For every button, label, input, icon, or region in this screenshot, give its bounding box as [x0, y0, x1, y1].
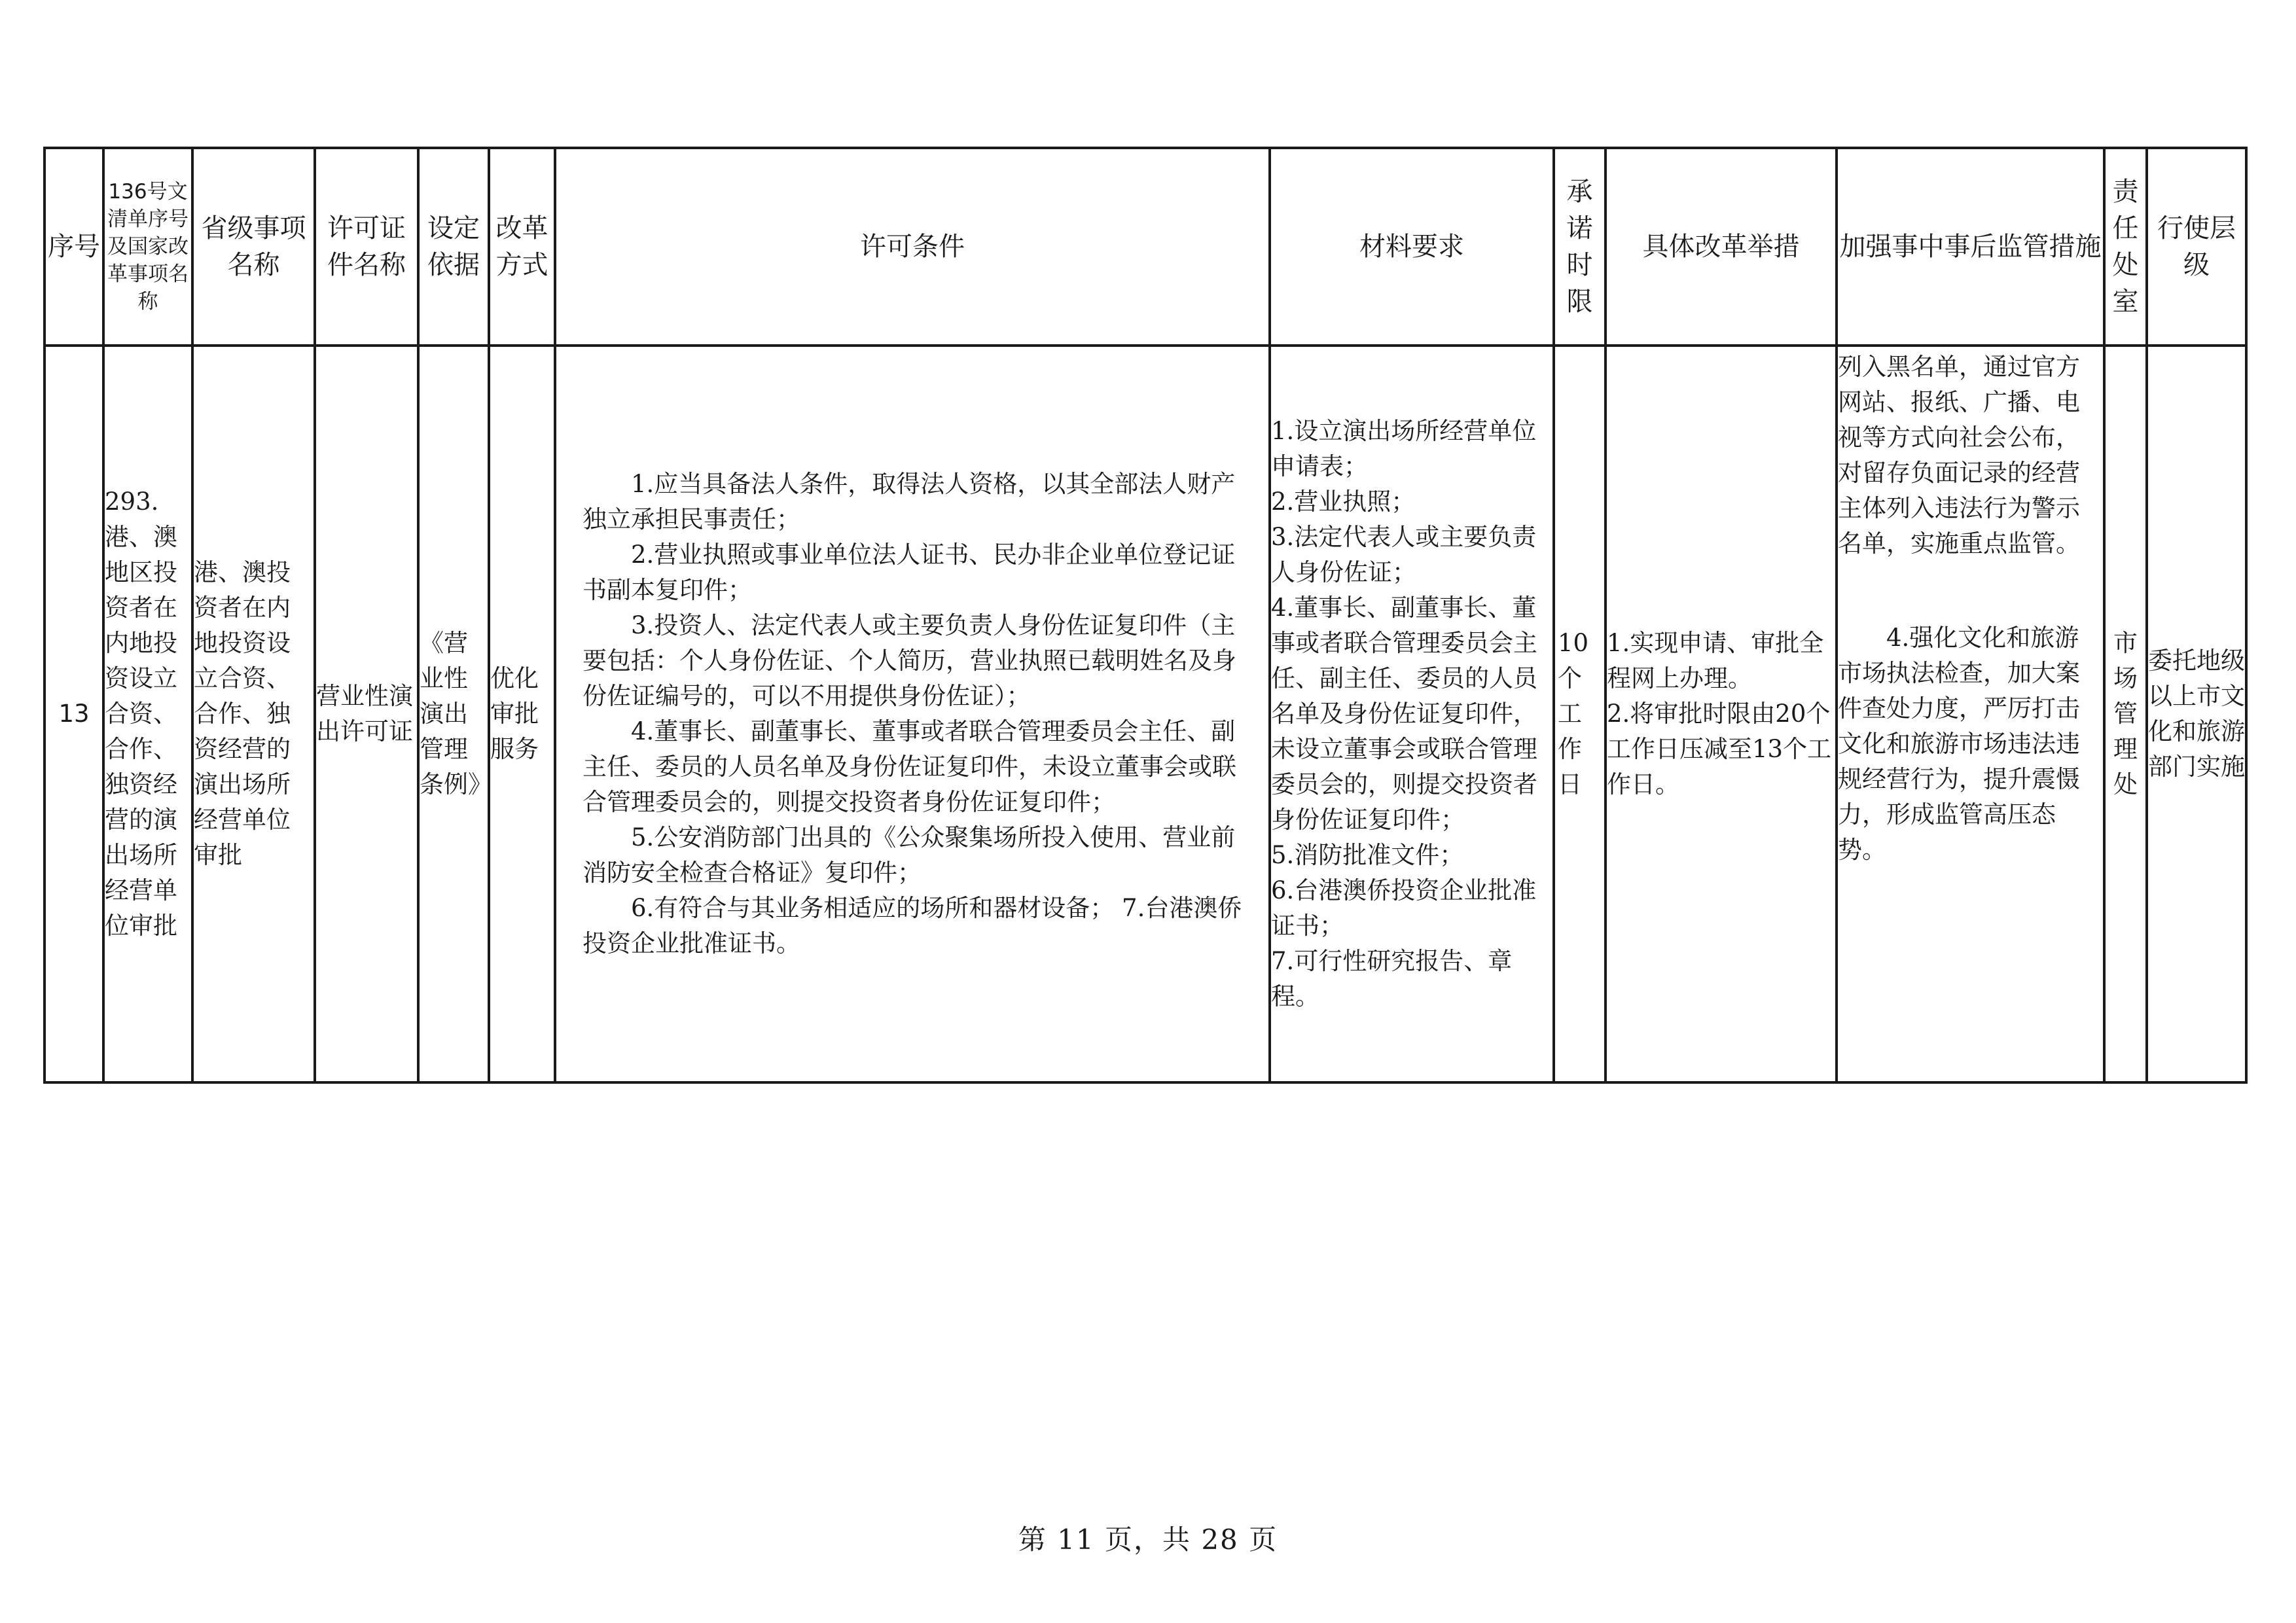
cell-basis: 《营业性演出管理条例》 — [418, 346, 489, 1082]
cell-level: 委托地级以上市文化和旅游部门实施 — [2147, 346, 2246, 1082]
measure-line: 2.将审批时限由20个工作日压减至13个工作日。 — [1607, 700, 1832, 798]
header-dept: 责任处室 — [2104, 148, 2147, 346]
table-row — [45, 346, 2246, 1082]
cell-license-name: 营业性演出许可证 — [315, 346, 418, 1082]
cell-measures — [1605, 346, 1837, 1082]
cell-conditions — [555, 346, 1270, 1082]
condition-line: 5.公安消防部门出具的《公众聚集场所投入使用、营业前消防安全检查合格证》复印件； — [583, 823, 1236, 887]
cell-supervision — [1837, 346, 2104, 1082]
cell-provincial-item: 港、澳投资者在内地投资设立合资、合作、独资经营的演出场所经营单位审批 — [192, 346, 315, 1082]
material-line: 2.营业执照； — [1271, 488, 1416, 516]
material-line: 4.董事长、副董事长、董事或者联合管理委员会主任、副主任、委员的人员名单及身份佐证复印件，未设立董事会或联合管理委员会的，则提交投资者身份佐证复印件； — [1271, 594, 1537, 834]
condition-line: 3.投资人、法定代表人或主要负责人身份佐证复印件（主要包括：个人身份佐证、个人简历，营业执照已载明姓名及身份佐证编号的，可以不用提供身份佐证）； — [583, 611, 1236, 710]
cell-reform-mode: 优化审批服务 — [489, 346, 555, 1082]
header-list-no: 136号文清单序号及国家改革事项名称 — [103, 148, 192, 346]
header-level: 行使层级 — [2147, 148, 2246, 346]
condition-line: 2.营业执照或事业单位法人证书、民办非企业单位登记证书副本复印件； — [583, 541, 1236, 604]
condition-line: 1.应当具备法人条件，取得法人资格，以其全部法人财产独立承担民事责任； — [583, 470, 1236, 533]
cell-time-limit: 10个工作日 — [1554, 346, 1605, 1082]
page-footer: 第 11 页，共 28 页 — [1018, 1524, 1278, 1556]
cell-list-no: 293.港、澳地区投资者在内地投资设立合资、合作、独资经营的演出场所经营单位审批 — [103, 346, 192, 1082]
approval-items-table — [43, 147, 2248, 1084]
material-line: 5.消防批准文件； — [1271, 841, 1464, 869]
condition-line: 4.董事长、副董事长、董事或者联合管理委员会主任、副主任、委员的人员名单及身份佐证复印件，未设立董事会或联合管理委员会的，则提交投资者身份佐证复印件； — [583, 717, 1236, 816]
header-materials: 材料要求 — [1270, 148, 1554, 346]
header-reform-mode: 改革方式 — [489, 148, 555, 346]
measure-line: 1.实现申请、审批全程网上办理。 — [1607, 629, 1824, 692]
table-header-row — [45, 148, 2246, 346]
cell-materials — [1270, 346, 1554, 1082]
cell-seq: 13 — [45, 346, 103, 1082]
header-conditions: 许可条件 — [555, 148, 1270, 346]
supervision-line: 列入黑名单，通过官方网站、报纸、广播、电视等方式向社会公布，对留存负面记录的经营主体列入违法行为警示名单，实施重点监管。 — [1838, 353, 2080, 558]
header-provincial-item: 省级事项名称 — [192, 148, 315, 346]
header-seq: 序号 — [45, 148, 103, 346]
header-measures: 具体改革举措 — [1605, 148, 1837, 346]
header-basis: 设定依据 — [418, 148, 489, 346]
cell-dept: 市场管理处 — [2104, 346, 2147, 1082]
material-line: 6.台港澳侨投资企业批准证书； — [1271, 876, 1537, 940]
header-time-limit: 承诺时限 — [1554, 148, 1605, 346]
material-line: 3.法定代表人或主要负责人身份佐证； — [1271, 523, 1537, 586]
header-license-name: 许可证件名称 — [315, 148, 418, 346]
header-supervision: 加强事中事后监管措施 — [1837, 148, 2104, 346]
material-line: 1.设立演出场所经营单位申请表； — [1271, 417, 1537, 480]
supervision-line: 4.强化文化和旅游市场执法检查，加大案件查处力度，严厉打击文化和旅游市场违法违规经营行为，提升震慑力，形成监管高压态势。 — [1838, 624, 2080, 864]
condition-line: 6.有符合与其业务相适应的场所和器材设备； 7.台港澳侨投资企业批准证书。 — [583, 894, 1242, 957]
material-line: 7.可行性研究报告、章程。 — [1271, 947, 1513, 1010]
